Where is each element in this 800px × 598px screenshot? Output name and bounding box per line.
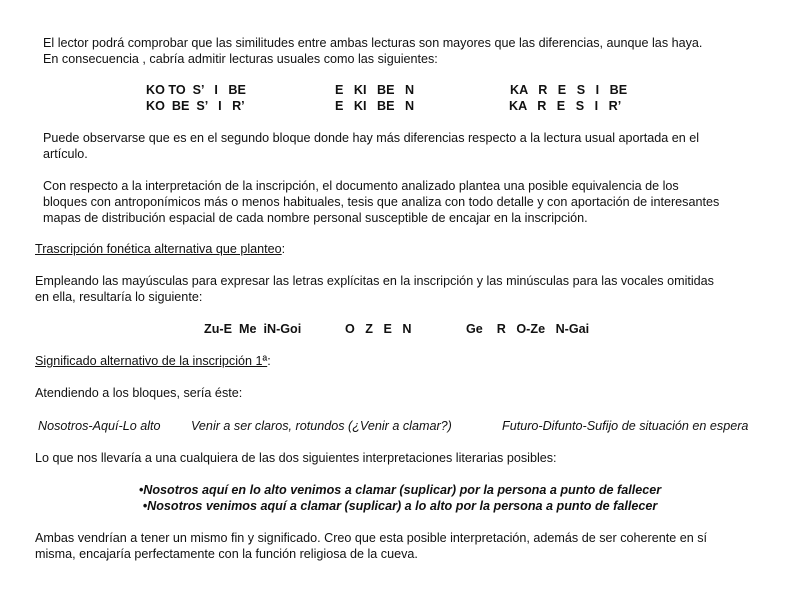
reading-row2-block3: KA R E S I R’ <box>509 99 622 113</box>
reading-row1-block1: KO TO S’ I BE <box>146 83 246 97</box>
meaning-block2: Venir a ser claros, rotundos (¿Venir a clamar?) <box>191 419 452 433</box>
meaning-block1: Nosotros-Aquí-Lo alto <box>38 419 161 433</box>
para2-line-3: mapas de distribución espacial de cada nombre personal susceptible de encajar en la inscripción. <box>43 211 588 225</box>
heading-meaning-colon: : <box>267 354 271 368</box>
reading-row1-block2: E KI BE N <box>335 83 415 97</box>
heading-meaning-text: Significado alternativo de la inscripción 1ª <box>35 354 268 368</box>
heading-meaning <box>35 353 271 369</box>
conclusion-line-2: misma, encajaría perfectamente con la función religiosa de la cueva. <box>35 547 418 561</box>
reading-row2-block1: KO BE S’ I R’ <box>146 99 245 113</box>
para4: Atendiendo a los bloques, sería éste: <box>35 386 243 400</box>
reading-row2-block2: E KI BE N <box>335 99 415 113</box>
para2-line-2: bloques con antroponímicos más o menos habituales, tesis que analiza con todo detalle y con aportación de interesantes <box>43 195 720 209</box>
conclusion-line-1: Ambas vendrían a tener un mismo fin y significado. Creo que esta posible interpretación, además de ser coherente en sí <box>35 531 708 545</box>
para3-line-1: Empleando las mayúsculas para expresar las letras explícitas en la inscripción y las minúsculas para las vocales omitidas <box>35 274 714 288</box>
reading-row1-block3: KA R E S I BE <box>510 83 628 97</box>
para2-line-1: Con respecto a la interpretación de la inscripción, el documento analizado plantea una posible equivalencia de los <box>43 179 679 193</box>
para1-line-2: artículo. <box>43 147 88 161</box>
intro-line-1: El lector podrá comprobar que las similitudes entre ambas lecturas son mayores que las diferencias, aunque las haya. <box>43 36 703 50</box>
phonetic-block3: Ge R O-Ze N-Gai <box>466 322 590 336</box>
phonetic-block2: O Z E N <box>345 322 412 336</box>
meaning-block3: Futuro-Difunto-Sufijo de situación en espera <box>502 419 749 433</box>
interpretation-2: •Nosotros venimos aquí a clamar (suplicar) a lo alto por la persona a punto de fallecer <box>142 499 658 513</box>
phonetic-block1: Zu-E Me iN-Goi <box>204 322 302 336</box>
para5: Lo que nos llevaría a una cualquiera de las dos siguientes interpretaciones literarias posibles: <box>35 451 557 465</box>
intro-line-2: En consecuencia , cabría admitir lecturas usuales como las siguientes: <box>43 52 438 66</box>
heading-transcription-text: Trascripción fonética alternativa que planteo <box>35 242 282 256</box>
para3-line-2: en ella, resultaría lo siguiente: <box>35 290 203 304</box>
heading-transcription-colon: : <box>281 242 286 256</box>
heading-transcription <box>35 241 285 257</box>
interpretation-1: •Nosotros aquí en lo alto venimos a clamar (suplicar) por la persona a punto de fallecer <box>138 483 662 497</box>
para1-line-1: Puede observarse que es en el segundo bloque donde hay más diferencias respecto a la lectura usual aportada en el <box>43 131 700 145</box>
